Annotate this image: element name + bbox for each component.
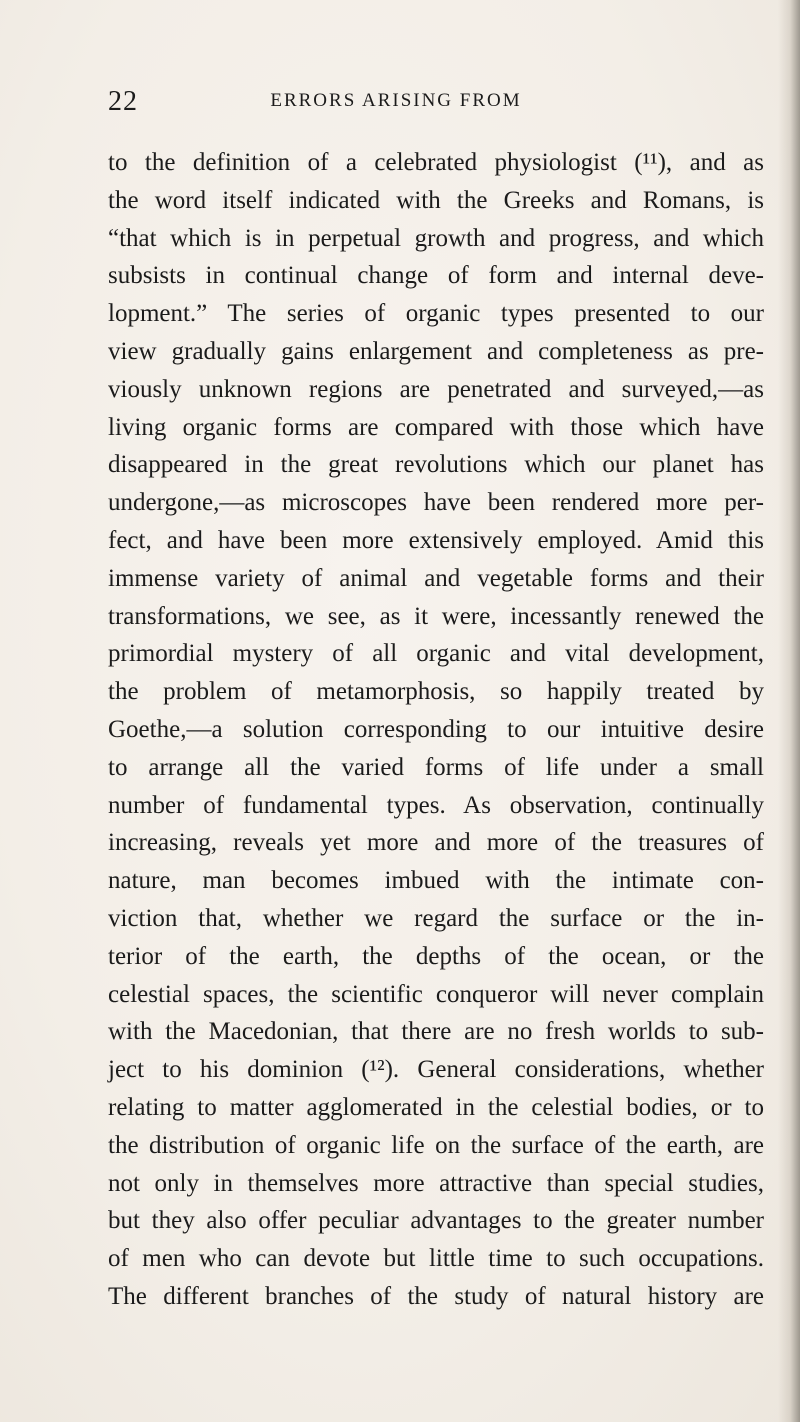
text-line: the distribution of organic life on the surface of the earth, are — [108, 1131, 764, 1159]
text-line: immense variety of animal and vegetable forms and their — [108, 564, 764, 592]
running-head: ERRORS ARISING FROM — [270, 90, 522, 111]
text-line: but they also offer peculiar advantages to the greater number — [108, 1207, 764, 1235]
text-line: transformations, we see, as it were, incessantly renewed the — [108, 602, 764, 630]
text-line: lopment.” The series of organic types presented to our — [108, 300, 764, 328]
text-line: nature, man becomes imbued with the intimate con- — [108, 867, 764, 895]
text-line: undergone,—as microscopes have been rendered more per- — [108, 489, 764, 517]
text-line: relating to matter agglomerated in the celestial bodies, or to — [108, 1093, 764, 1121]
text-line: the word itself indicated with the Greeks and Romans, is — [108, 186, 764, 214]
text-line: of men who can devote but little time to such occupations. — [108, 1245, 764, 1273]
text-line: number of fundamental types. As observation, continually — [108, 791, 764, 819]
text-line: increasing, reveals yet more and more of the treasures of — [108, 829, 764, 857]
text-line: viction that, whether we regard the surface or the in- — [108, 904, 764, 932]
text-line: terior of the earth, the depths of the ocean, or the — [108, 942, 764, 970]
text-line: viously unknown regions are penetrated and surveyed,—as — [108, 375, 764, 403]
text-line: primordial mystery of all organic and vital development, — [108, 640, 764, 668]
page-number: 22 — [108, 86, 138, 117]
text-line: to the definition of a celebrated physiologist (¹¹), and as — [108, 149, 764, 176]
text-line: celestial spaces, the scientific conqueror will never complain — [108, 980, 764, 1008]
text-line: subsists in continual change of form and internal deve- — [108, 262, 764, 290]
text-line: fect, and have been more extensively employed. Amid this — [108, 526, 764, 554]
text-line: living organic forms are compared with those which have — [108, 413, 764, 441]
text-line: not only in themselves more attractive than special studies, — [108, 1169, 764, 1197]
text-line: the problem of metamorphosis, so happily treated by — [108, 678, 764, 706]
page-edge-shadow — [778, 0, 800, 1422]
text-line: The different branches of the study of natural history are — [108, 1282, 764, 1310]
body-text — [108, 144, 764, 1316]
text-line: Goethe,—a solution corresponding to our intuitive desire — [108, 715, 764, 743]
text-line: view gradually gains enlargement and completeness as pre- — [108, 337, 764, 365]
text-line: with the Macedonian, that there are no fresh worlds to sub- — [108, 1018, 764, 1046]
text-line: to arrange all the varied forms of life under a small — [108, 753, 764, 781]
text-line: ject to his dominion (¹²). General considerations, whether — [108, 1056, 764, 1084]
text-line: disappeared in the great revolutions which our planet has — [108, 451, 764, 479]
text-line: “that which is in perpetual growth and progress, and which — [108, 224, 764, 252]
